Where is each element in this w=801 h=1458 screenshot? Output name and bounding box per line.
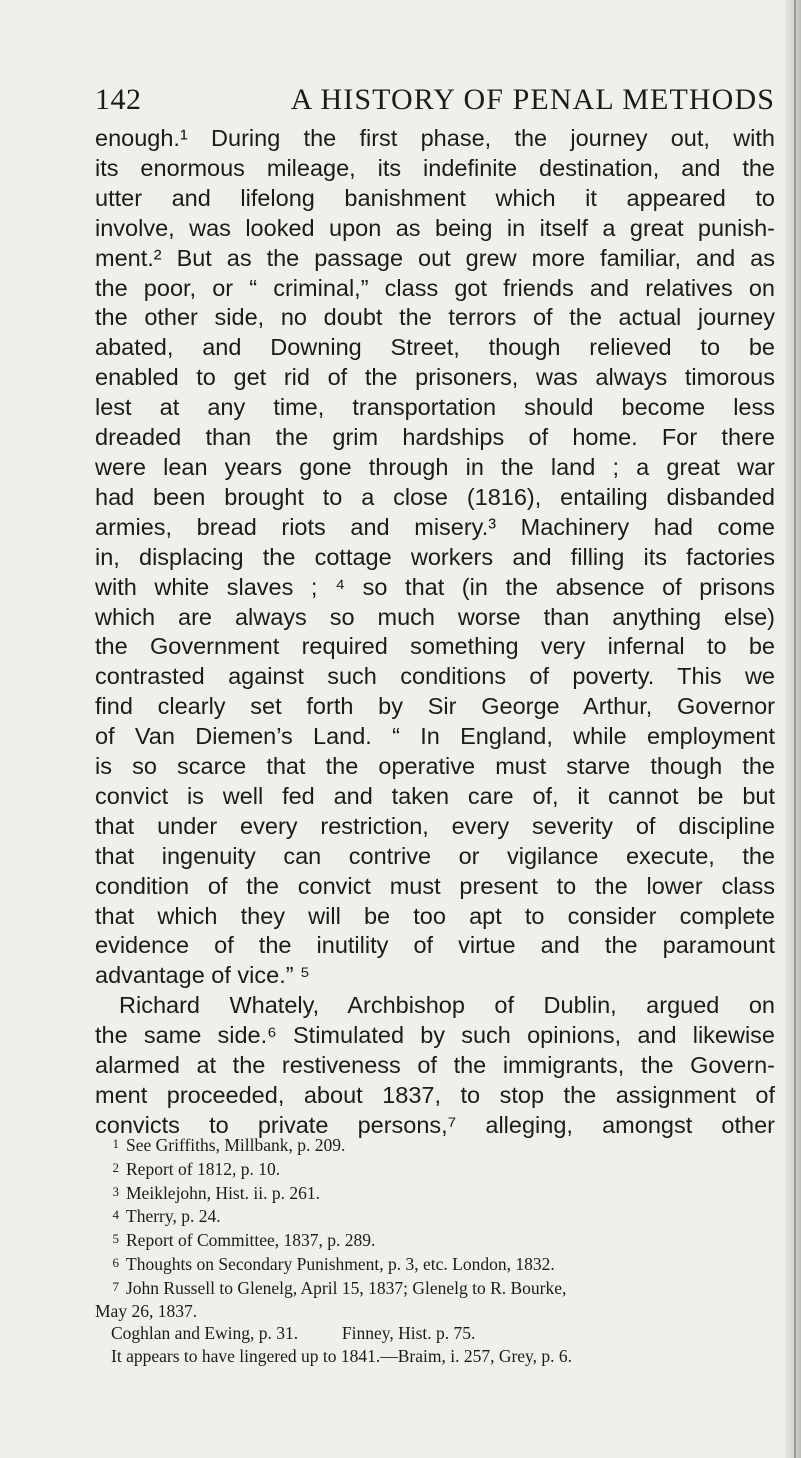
body-line: convict is well fed and taken care of, it cannot be but xyxy=(95,782,775,809)
running-head: A HISTORY OF PENAL METHODS xyxy=(290,83,775,116)
footnote-continuation: It appears to have lingered up to 1841.—Braim, i. 257, Grey, p. 6. xyxy=(111,1346,573,1367)
body-line: contrasted against such conditions of poverty. This we xyxy=(95,663,775,690)
body-line: alarmed at the restiveness of the immigrants, the Govern- xyxy=(95,1052,775,1079)
footnote-continuation: May 26, 1837. xyxy=(95,1300,198,1321)
body-line: were lean years gone through in the land ; a great war xyxy=(95,453,775,480)
body-line: Richard Whately, Archbishop of Dublin, argued on xyxy=(119,992,775,1019)
footnote xyxy=(95,1276,775,1300)
footnote-text: Meiklejohn, Hist. ii. p. 261. xyxy=(126,1182,320,1203)
body-line: had been brought to a close (1816), entailing disbanded xyxy=(95,483,775,510)
page-number: 142 xyxy=(95,83,142,116)
footnote-text: See Griffiths, Millbank, p. 209. xyxy=(126,1135,346,1155)
body-line: the Government required something very infernal to be xyxy=(95,633,775,660)
body-line: the same side.⁶ Stimulated by such opinions, and likewise xyxy=(95,1022,775,1049)
footnote xyxy=(95,1133,775,1157)
footnote xyxy=(95,1204,775,1228)
body-line: involve, was looked upon as being in itself a great punish- xyxy=(95,214,775,241)
footnote-text: Therry, p. 24. xyxy=(126,1206,221,1227)
body-line: enough.¹ During the first phase, the journey out, with xyxy=(95,125,775,151)
body-line: in, displacing the cottage workers and filling its factories xyxy=(95,543,775,570)
body-line: abated, and Downing Street, though relieved to be xyxy=(95,334,775,361)
footnote xyxy=(95,1252,775,1276)
body-line: the other side, no doubt the terrors of the actual journey xyxy=(95,304,775,331)
body-line: advantage of vice.” ⁵ xyxy=(95,962,310,989)
footnote xyxy=(95,1157,775,1181)
body-line: dreaded than the grim hardships of home. For there xyxy=(95,424,775,451)
footnote xyxy=(95,1228,775,1252)
body-line: ment.² But as the passage out grew more familiar, and as xyxy=(95,244,775,271)
footnote-text: Report of Committee, 1837, p. 289. xyxy=(126,1230,376,1251)
body-line: is so scarce that the operative must starve though the xyxy=(95,753,775,780)
footnote-text: Thoughts on Secondary Punishment, p. 3, etc. London, 1832. xyxy=(126,1253,555,1274)
body-line: armies, bread riots and misery.³ Machinery had come xyxy=(95,513,775,540)
body-line: utter and lifelong banishment which it appeared to xyxy=(95,184,775,211)
body-line: its enormous mileage, its indefinite destination, and the xyxy=(95,154,775,181)
body-line: that under every restriction, every severity of discipline xyxy=(95,812,775,839)
footnote-number: 7 xyxy=(112,1278,119,1294)
footnotes xyxy=(95,1133,775,1368)
footnote xyxy=(95,1181,775,1205)
body-line: with white slaves ; ⁴ so that (in the absence of prisons xyxy=(95,573,775,600)
page-edge xyxy=(785,0,801,1458)
body-line: that ingenuity can contrive or vigilance execute, the xyxy=(95,842,775,869)
footnote-text: Report of 1812, p. 10. xyxy=(126,1158,281,1179)
body-line: convicts to private persons,⁷ alleging, amongst other xyxy=(95,1111,775,1138)
body-line: which are always so much worse than anything else) xyxy=(95,603,775,630)
body-line: the poor, or “ criminal,” class got friends and relatives on xyxy=(95,274,775,301)
body-line: condition of the convict must present to the lower class xyxy=(95,872,775,899)
footnote-number: 2 xyxy=(112,1159,119,1175)
footnote-number: 6 xyxy=(112,1254,119,1270)
body-line: of Van Diemen’s Land. “ In England, while employment xyxy=(95,723,775,750)
body-line: that which they will be too apt to consider complete xyxy=(95,902,775,929)
footnote-number: 1 xyxy=(112,1136,119,1151)
footnote-number: 3 xyxy=(112,1183,119,1199)
body-line: find clearly set forth by Sir George Arthur, Governor xyxy=(95,693,775,720)
body-line: lest at any time, transportation should become less xyxy=(95,394,775,421)
body-text xyxy=(95,124,775,1141)
footnote-number: 4 xyxy=(112,1207,119,1223)
footnote-number: 5 xyxy=(112,1231,119,1247)
page-header xyxy=(95,83,775,123)
body-line: enabled to get rid of the prisoners, was always timorous xyxy=(95,364,775,391)
body-line: ment proceeded, about 1837, to stop the assignment of xyxy=(95,1082,775,1108)
footnote-continuation: Coghlan and Ewing, p. 31. Finney, Hist. p. 75. xyxy=(111,1323,476,1344)
footnote-text: John Russell to Glenelg, April 15, 1837; Glenelg to R. Bourke, xyxy=(126,1277,567,1298)
page-edge-line xyxy=(794,0,796,1458)
body-line: evidence of the inutility of virtue and the paramount xyxy=(95,932,775,959)
